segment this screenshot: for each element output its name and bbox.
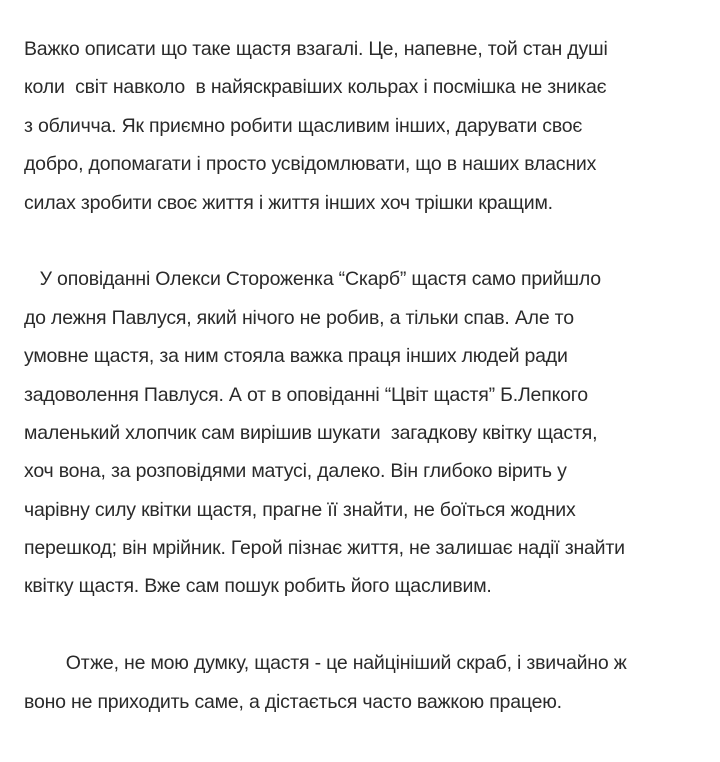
text-line: силах зробити своє життя і життя інших хоч трішки кращим.	[24, 191, 553, 214]
text-line: з обличча. Як приємно робити щасливим інших, дарувати своє	[24, 114, 583, 137]
text-line: добро, допомагати і просто усвідомлювати, що в наших власних	[24, 153, 597, 176]
text-line: коли світ навколо в найяскравіших кольрах і посмішка не зникає	[24, 76, 607, 99]
paragraph-3	[24, 644, 714, 721]
text-line: квітку щастя. Вже сам пошук робить його щасливим.	[24, 575, 492, 598]
text-line: хоч вона, за розповідями матусі, далеко. Він глибоко вірить у	[24, 460, 567, 483]
text-line: Отже, не мою думку, щастя - це найцініший скраб, і звичайно ж	[24, 652, 627, 675]
text-line: перешкод; він мрійник. Герой пізнає життя, не залишає надії знайти	[24, 537, 625, 560]
document-body	[24, 30, 714, 721]
text-line: Важко описати що таке щастя взагалі. Це, напевне, той стан душі	[24, 38, 608, 60]
paragraph-1	[24, 30, 714, 222]
paragraph-spacer	[24, 606, 714, 644]
text-line: У оповіданні Олекси Стороженка “Скарб” щастя само прийшло	[24, 268, 601, 291]
text-line: до лежня Павлуся, який нічого не робив, а тільки спав. Але то	[24, 306, 574, 329]
text-line: чарівну силу квітки щастя, прагне її знайти, не боїться жодних	[24, 498, 576, 521]
paragraph-spacer	[24, 222, 714, 260]
text-line: задоволення Павлуся. А от в оповіданні “Цвіт щастя” Б.Лепкого	[24, 383, 588, 406]
text-line: умовне щастя, за ним стояла важка праця інших людей ради	[24, 345, 568, 368]
text-line: маленький хлопчик сам вирішив шукати загадкову квітку щастя,	[24, 421, 598, 444]
paragraph-2	[24, 260, 714, 606]
text-line: воно не приходить саме, а дістається часто важкою працею.	[24, 690, 562, 713]
